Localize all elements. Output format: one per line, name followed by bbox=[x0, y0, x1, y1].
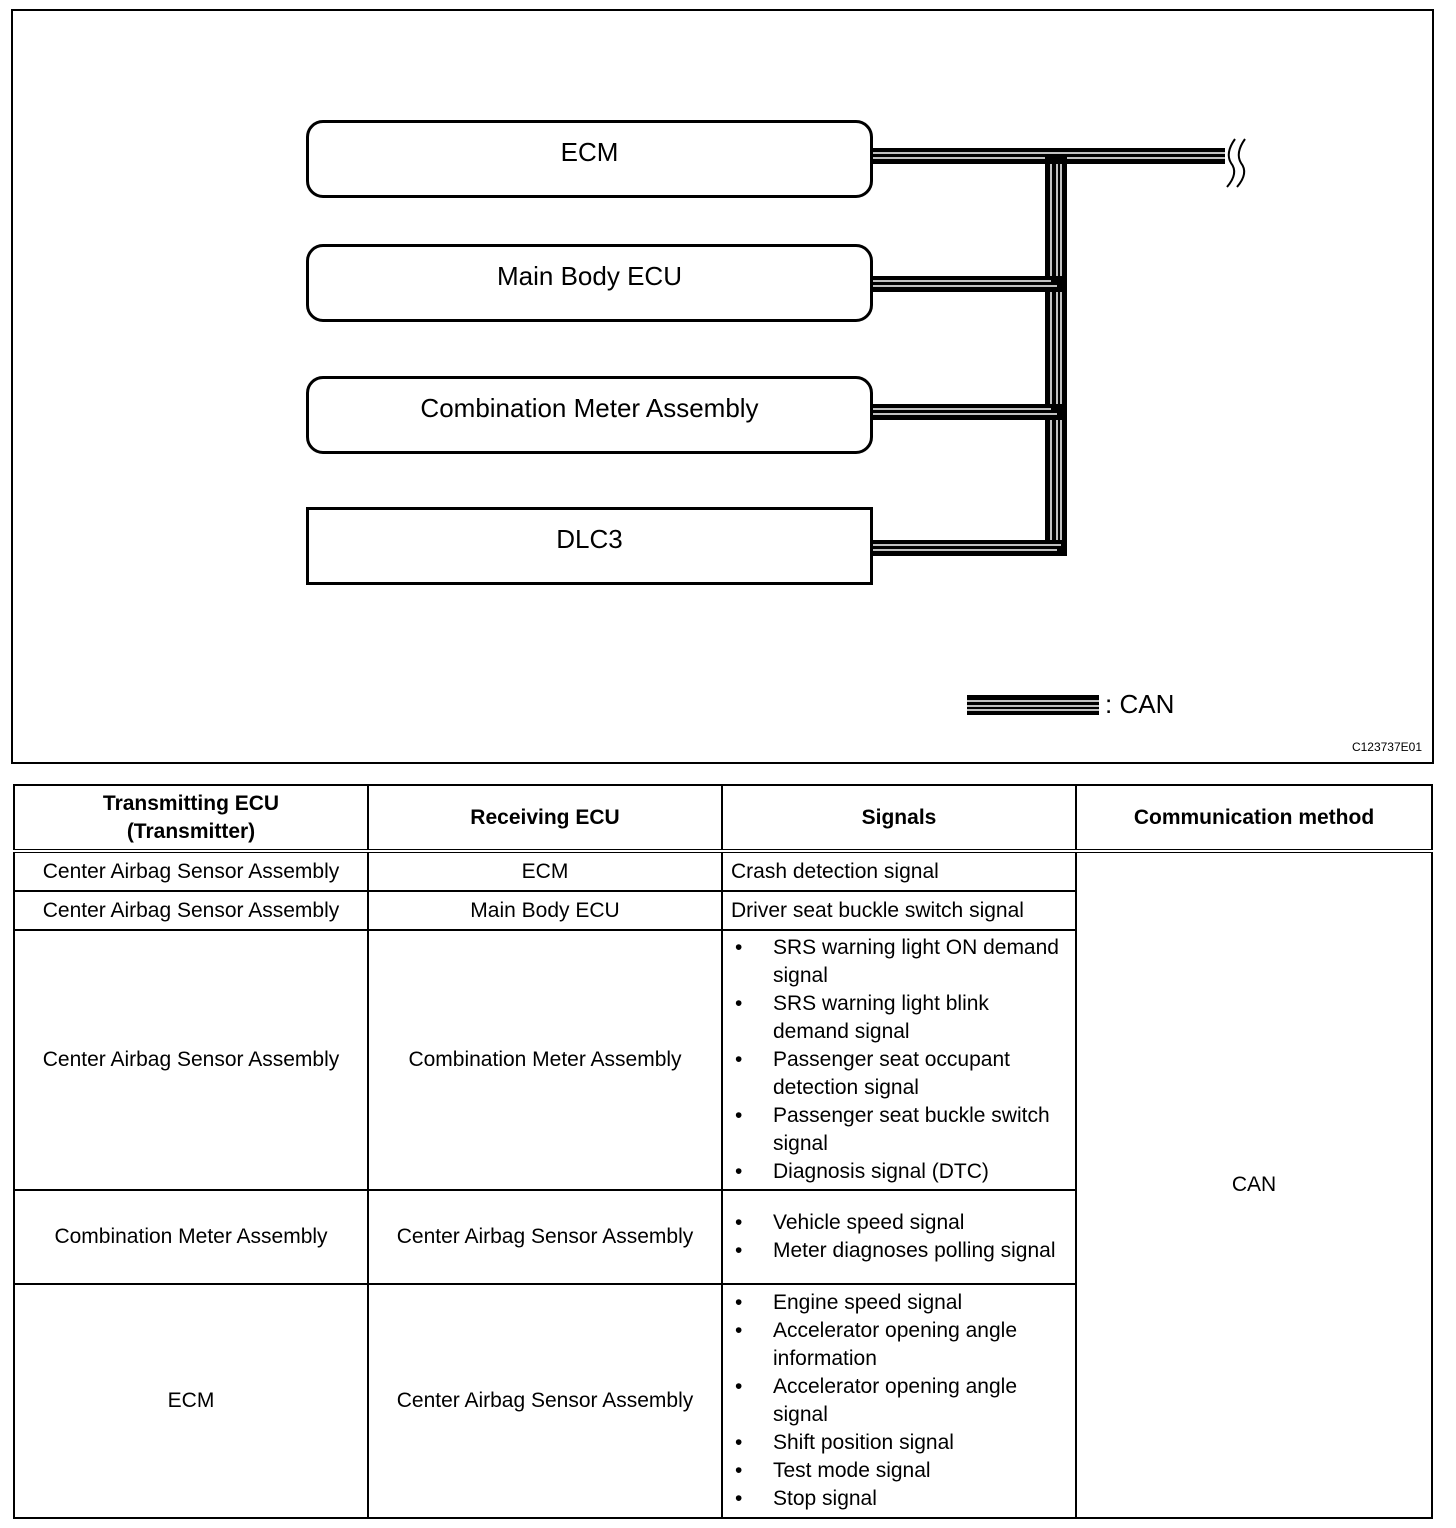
transmitter-cell: ECM bbox=[14, 1284, 368, 1518]
combination-meter-label: Combination Meter Assembly bbox=[420, 393, 759, 423]
transmitter-cell: Combination Meter Assembly bbox=[14, 1190, 368, 1284]
transmitter-cell: Center Airbag Sensor Assembly bbox=[14, 930, 368, 1190]
header-transmitting-line1: Transmitting ECU bbox=[102, 791, 280, 815]
table-row bbox=[14, 851, 1432, 891]
signal-item: • Diagnosis signal (DTC) bbox=[731, 1158, 1067, 1186]
signal-list-cell bbox=[722, 1284, 1076, 1518]
legend-label: : CAN bbox=[1105, 689, 1175, 719]
signal-list-cell bbox=[722, 930, 1076, 1190]
dlc3-node bbox=[306, 507, 873, 585]
signal-item: • Stop signal bbox=[731, 1485, 1067, 1513]
figure-code: C123737E01 bbox=[1351, 740, 1422, 754]
signal-item: • Accelerator opening angle signal bbox=[731, 1373, 1067, 1429]
signal-item: • Passenger seat occupant detection signal bbox=[731, 1046, 1067, 1102]
header-communication-method: Communication method bbox=[1076, 785, 1432, 851]
receiver-cell: Center Airbag Sensor Assembly bbox=[368, 1284, 722, 1518]
line-break-symbol bbox=[1227, 139, 1245, 187]
header-receiving-ecu: Receiving ECU bbox=[368, 785, 722, 851]
header-transmitting-ecu bbox=[14, 785, 368, 851]
signal-list bbox=[731, 1289, 1067, 1513]
combination-meter-node bbox=[306, 376, 873, 454]
receiver-cell: Center Airbag Sensor Assembly bbox=[368, 1190, 722, 1284]
communication-method-cell: CAN bbox=[1076, 851, 1432, 1518]
signal-item: • Meter diagnoses polling signal bbox=[731, 1237, 1067, 1265]
main-body-ecu-label: Main Body ECU bbox=[497, 261, 682, 291]
legend-can-symbol bbox=[967, 695, 1099, 715]
signal-cell: Driver seat buckle switch signal bbox=[722, 891, 1076, 930]
header-transmitting-line2: (Transmitter) bbox=[126, 819, 256, 843]
table-header-row bbox=[14, 785, 1432, 851]
can-branch-dlc3 bbox=[873, 540, 1067, 556]
can-vertical-bus bbox=[1045, 156, 1067, 556]
receiver-cell: Main Body ECU bbox=[368, 891, 722, 930]
signal-item: • SRS warning light ON demand signal bbox=[731, 934, 1067, 990]
header-signals: Signals bbox=[722, 785, 1076, 851]
signal-item: • Passenger seat buckle switch signal bbox=[731, 1102, 1067, 1158]
dlc3-label: DLC3 bbox=[556, 524, 623, 554]
ecm-label: ECM bbox=[560, 137, 619, 167]
signal-cell: Crash detection signal bbox=[722, 851, 1076, 891]
signal-item: • Test mode signal bbox=[731, 1457, 1067, 1485]
signal-item: • SRS warning light blink demand signal bbox=[731, 990, 1067, 1046]
signal-list bbox=[731, 934, 1067, 1186]
can-bus-diagram bbox=[11, 9, 1434, 764]
receiver-cell: Combination Meter Assembly bbox=[368, 930, 722, 1190]
signal-item: • Engine speed signal bbox=[731, 1289, 1067, 1317]
ecm-node bbox=[306, 120, 873, 198]
main-body-ecu-node bbox=[306, 244, 873, 322]
signal-item: • Vehicle speed signal bbox=[731, 1209, 1067, 1237]
signal-item: • Accelerator opening angle information bbox=[731, 1317, 1067, 1373]
signal-item: • Shift position signal bbox=[731, 1429, 1067, 1457]
can-branch-combination-meter bbox=[873, 404, 1063, 420]
signal-list bbox=[731, 1209, 1067, 1265]
can-branch-main-body bbox=[873, 276, 1063, 292]
transmitter-cell: Center Airbag Sensor Assembly bbox=[14, 851, 368, 891]
signal-table bbox=[13, 784, 1433, 1519]
receiver-cell: ECM bbox=[368, 851, 722, 891]
transmitter-cell: Center Airbag Sensor Assembly bbox=[14, 891, 368, 930]
signal-list-cell bbox=[722, 1190, 1076, 1284]
